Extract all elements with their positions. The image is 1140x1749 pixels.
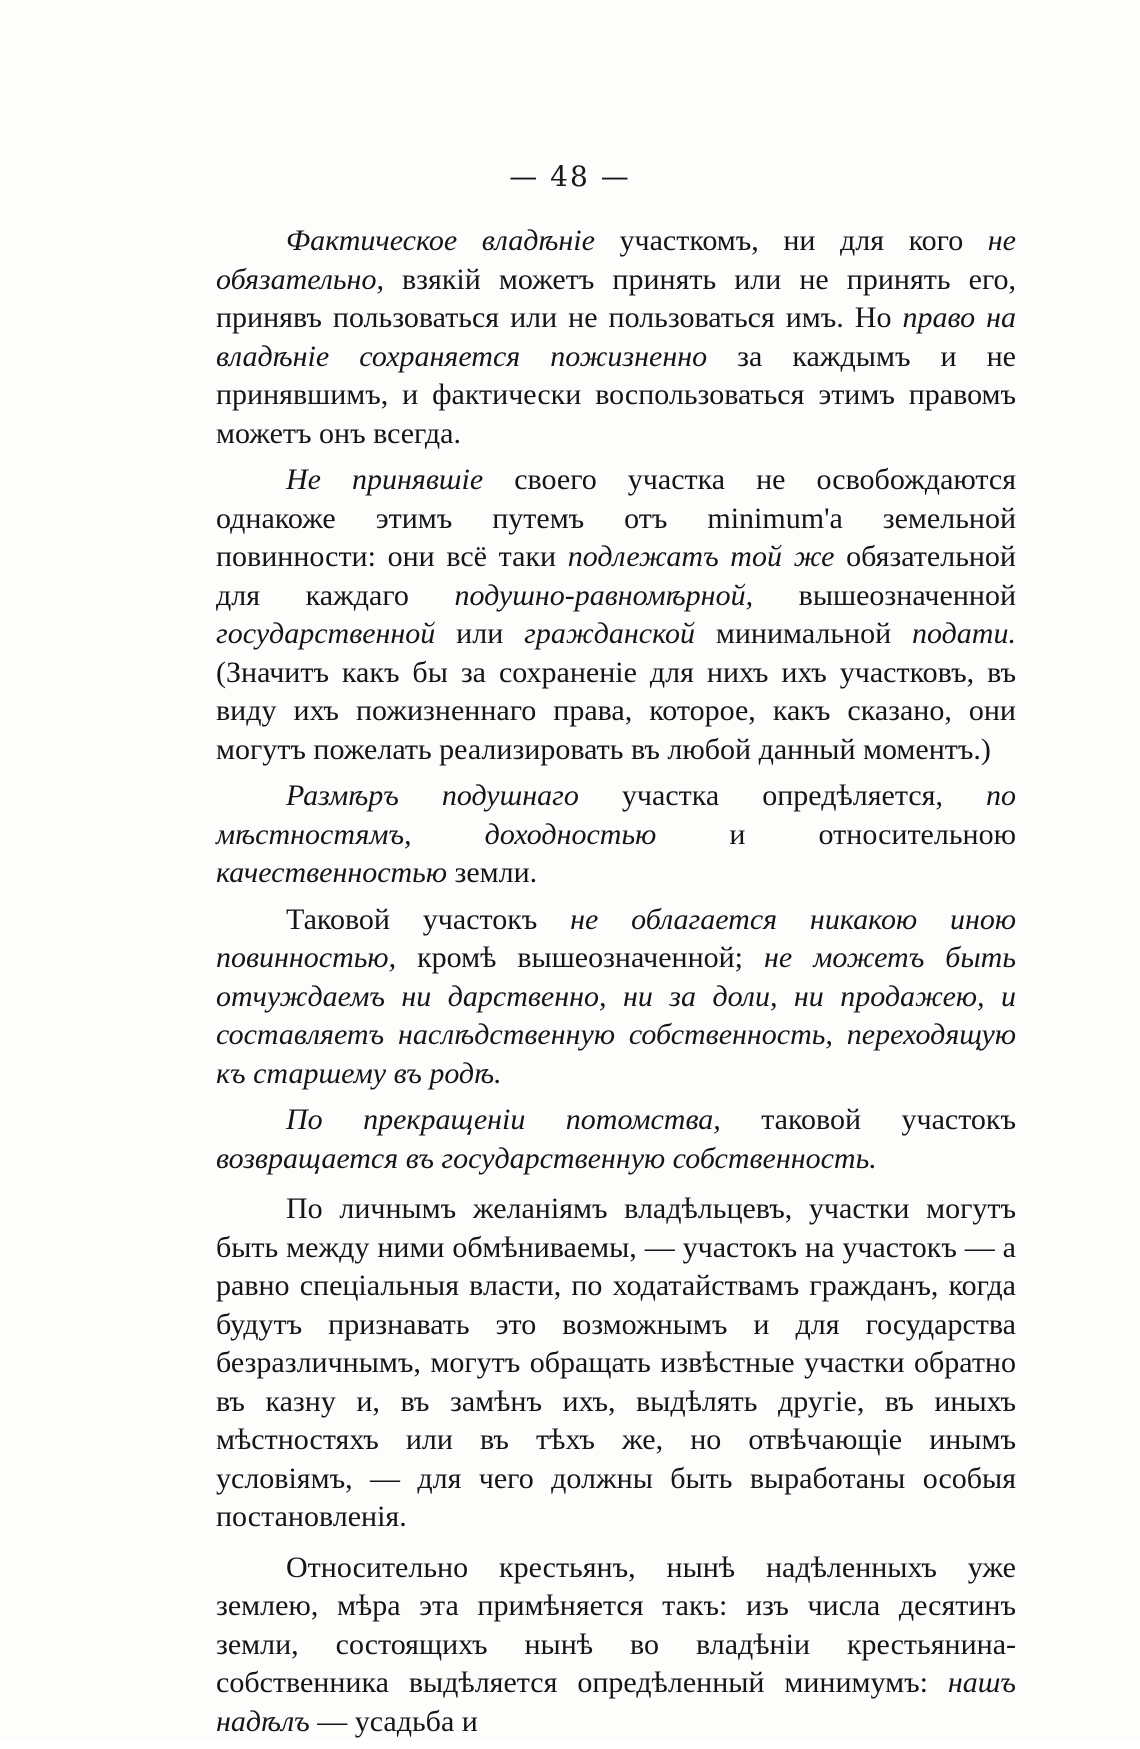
italic-text-segment: подати. <box>912 617 1016 650</box>
text-segment: и относительною <box>656 817 1016 851</box>
text-segment: участка опредѣляется, <box>578 779 986 812</box>
italic-text-segment: возвращается въ государственную собственность. <box>216 1141 877 1175</box>
italic-text-segment: не облагается никакою иною повинностью, <box>216 902 1017 974</box>
text-segment: участкомъ, ни для кого <box>594 224 988 257</box>
text-segment: обязательной для каждаго <box>216 540 1016 612</box>
paragraph-4 <box>216 901 1016 1094</box>
text-segment: или <box>435 617 525 650</box>
text-segment: таковой участокъ <box>720 1103 1016 1136</box>
text-segment: за каждымъ и не принявшимъ, и фактически воспользоваться этимъ правомъ можетъ онъ всегда. <box>216 339 1016 450</box>
italic-text-segment: по мѣстностямъ, доходностью <box>216 779 1016 851</box>
italic-text-segment: нашъ надѣлъ <box>216 1666 1016 1738</box>
italic-text-segment: Не принявшіе <box>286 463 484 496</box>
paragraph-5 <box>216 1101 1016 1178</box>
body-text <box>216 222 1016 1749</box>
paragraph-6 <box>216 1190 1016 1537</box>
paragraph-2 <box>216 461 1016 769</box>
italic-text-segment: По прекращеніи потомства, <box>286 1103 721 1136</box>
text-segment: По личнымъ желаніямъ владѣльцевъ, участки могутъ быть между ними обмѣниваемы, — участокъ на участокъ — а равно спеціальныя власти, по ходатайствамъ гражданъ, когда будутъ признавать это возможнымъ и для государства безразличнымъ, могутъ обращать извѣстные участки обратно въ казну и, въ замѣнъ ихъ, выдѣлять другіе, въ иныхъ мѣстностяхъ или въ тѣхъ же, но отвѣчающіе инымъ условіямъ, — для чего должны быть выработаны особыя постановленія. <box>216 1192 1016 1533</box>
text-segment: взякій можетъ принять или не принять его, принявъ пользоваться или не пользоваться имъ. Но <box>216 262 1016 334</box>
italic-text-segment: качественностью <box>216 856 447 889</box>
text-segment: кромѣ вышеозначенной; <box>396 941 765 974</box>
italic-text-segment: не обязательно, <box>216 224 1016 296</box>
italic-text-segment: Размѣръ подушнаго <box>286 779 579 812</box>
italic-text-segment: Фактическое владѣніе <box>286 224 595 257</box>
italic-text-segment: государственной <box>216 617 436 650</box>
italic-text-segment: подушно-равномѣрной, <box>454 578 754 612</box>
text-segment: Относительно крестьянъ, нынѣ надѣленныхъ уже землею, мѣра эта примѣняется такъ: изъ числа десятинъ земли, состоящихъ нынѣ во владѣніи крестьянина-собственника выдѣляется опредѣленный минимумъ: <box>216 1550 1016 1699</box>
paragraph-7 <box>216 1549 1016 1742</box>
italic-text-segment: не можетъ быть отчуждаемъ ни дарственно, ни за доли, ни продажею, и составляетъ наслѣдственную собственность, переходящую къ старшему въ родѣ. <box>216 941 1016 1090</box>
paragraph-1 <box>216 222 1016 453</box>
text-segment: земли. <box>447 856 538 889</box>
italic-text-segment: право на владѣніе сохраняется пожизненно <box>216 301 1016 373</box>
text-segment: (Значитъ какъ бы за сохраненіе для нихъ ихъ участковъ, въ виду ихъ пожизненнаго права, которое, какъ сказано, они могутъ пожелать реализировать въ любой данный моментъ.) <box>216 655 1016 766</box>
italic-text-segment: подлежатъ той же <box>567 540 835 573</box>
text-segment: — усадьба и <box>309 1704 478 1738</box>
text-segment: вышеозначенной <box>753 578 1017 612</box>
text-segment: своего участка не освобождаются однакоже этимъ путемъ отъ minimum'a земельной повинности: они всё таки <box>216 463 1016 573</box>
page-number: — 48 — <box>509 160 631 193</box>
text-segment: минимальной <box>695 617 913 650</box>
italic-text-segment: гражданской <box>524 617 696 650</box>
paragraph-3 <box>216 777 1016 893</box>
text-segment: Таковой участокъ <box>286 902 571 936</box>
